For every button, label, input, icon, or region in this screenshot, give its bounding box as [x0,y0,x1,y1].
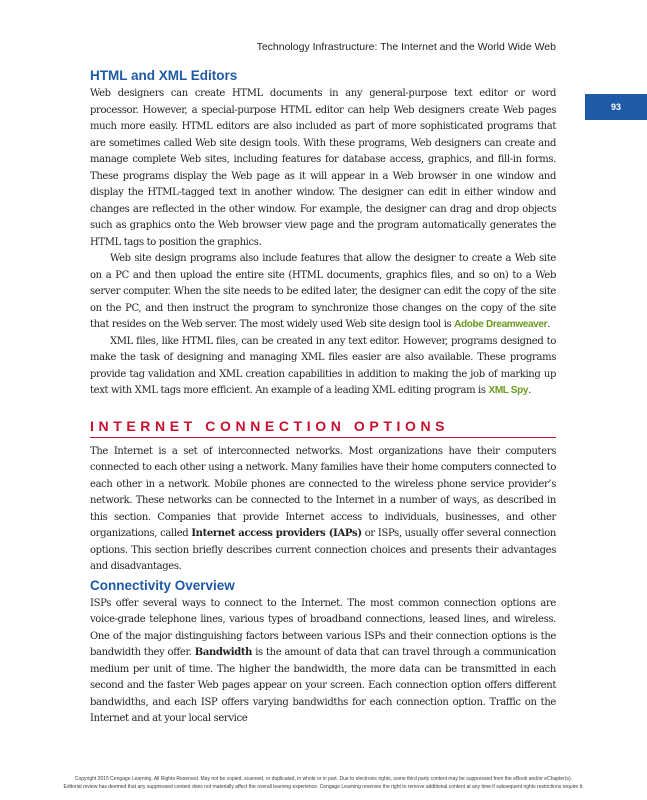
page-number: 93 [610,102,621,112]
copyright-line-1: Copyright 2015 Cengage Learning. All Rights Reserved. May not be copied, scanned, or duplicated, in whole or in part. Due to electronic rights, some third party content may be suppressed from the eBook and/or eChapter(s). [74,776,573,782]
paragraph-text: ISPs offer several ways to connect to the Internet. The most common connection options are voice-grade telephone lines, various types of broadband connections, leased lines, and wireless. One of the major distinguishing factors between various ISPs and their connection options is the bandwidth they offer. [90,597,556,658]
page-body [90,66,556,728]
page-number-tab [585,94,647,120]
copyright-line-2: Editorial review has deemed that any suppressed content does not materially affect the overall learning experience. Cengage Learning reserves the right to remove additional content at any time if subsequent rights restrictions require it. [63,784,584,790]
term-adobe-dreamweaver[interactable]: Adobe Dreamweaver [454,319,548,330]
term-xml-spy[interactable]: XML Spy [488,385,529,396]
paragraph-text: is the amount of data that can travel through a communication medium per unit of time. The higher the bandwidth, the more data can be transmitted in each second and the faster Web pages appear on your screen. Each connection option offers different bandwidths, and each ISP offers varying bandwidths for each connection option. Traffic on the Internet and at your local service [90,647,557,724]
paragraph-text: . [528,385,531,396]
paragraph [90,596,556,728]
bold-term-bandwidth: Bandwidth [194,647,253,658]
paragraph [90,251,556,334]
bold-term-iaps: Internet access providers (IAPs) [191,528,362,539]
copyright-footer [0,775,647,791]
heading-html-xml-editors: HTML and XML Editors [90,68,238,83]
paragraph [90,444,556,576]
paragraph-text: XML files, like HTML files, can be created in any text editor. However, programs designed to make the task of designing and managing XML files easier are also available. These programs provide tag validation and XML creation capabilities in addition to making the job of marking up text with XML tags more efficient. An example of a leading XML editing program is [90,335,556,396]
paragraph-text: Web site design programs also include features that allow the designer to create a Web site on a PC and then upload the entire site (HTML documents, graphics files, and so on) to a Web server computer. When the site needs to be edited later, the designer can edit the copy of the site on the PC, and then instruct the program to synchronize those changes on the copy of the site that resides on the Web server. The most widely used Web site design tool is [90,253,556,330]
section-heading-internet-connection-options: INTERNET CONNECTION OPTIONS [90,417,556,438]
paragraph-text: . [547,319,550,330]
running-head: Technology Infrastructure: The Internet and the World Wide Web [256,41,556,53]
paragraph: Web designers can create HTML documents in any general-purpose text editor or word processor. However, a special-purpose HTML editor can help Web designers create Web pages much more easily. HTML editors are also included as part of more sophisticated programs that are sometimes called Web site design tools. With these programs, Web designers can create and manage complete Web sites, including features for database access, graphics, and fill-in forms. These programs display the Web page as it will appear in a Web browser in one window and display the HTML-tagged text in another window. The designer can edit in either window and changes are reflected in the other window. For example, the designer can drag and drop objects such as graphics onto the Web browser view page and the program automatically generates the HTML tags to position the graphics. [90,88,556,248]
paragraph [90,334,556,400]
paragraph-text: The Internet is a set of interconnected networks. Most organizations have their computers connected to each other using a network. Many families have their home computers connected to each other in a network. Mobile phones are connected to the wireless phone service provider’s network. These networks can be connected to the Internet in a number of ways, as described in this section. Companies that provide Internet access to individuals, businesses, and other organizations, called [90,445,556,539]
heading-connectivity-overview: Connectivity Overview [90,577,235,593]
paragraph-text: or ISPs, usually offer several connection options. This section briefly describes current connection choices and presents their advantages and disadvantages. [90,528,556,572]
